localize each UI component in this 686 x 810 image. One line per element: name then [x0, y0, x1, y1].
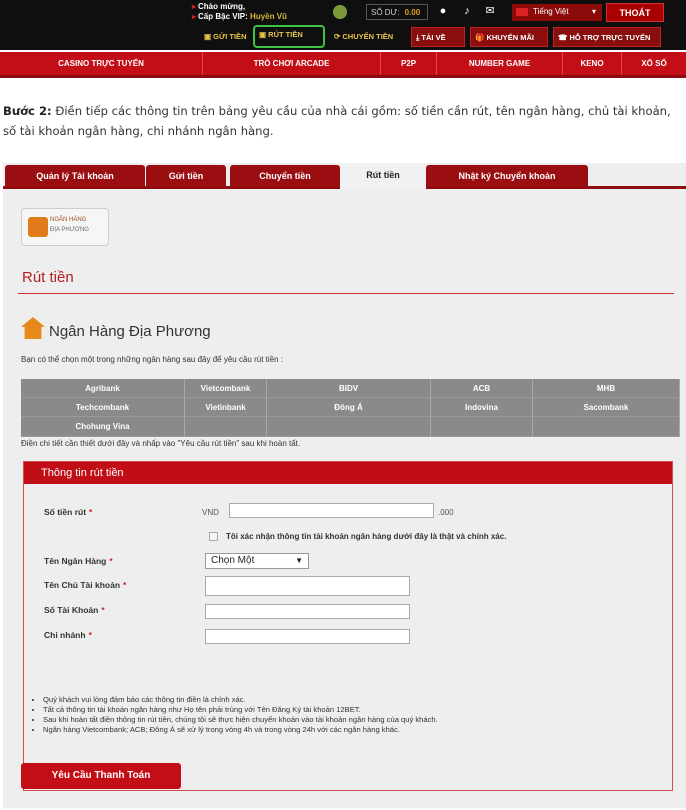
logo-line-1: NGÂN HÀNG: [50, 217, 87, 223]
title-divider: [18, 293, 674, 294]
local-bank-logo[interactable]: [21, 208, 109, 246]
confirm-checkbox[interactable]: [209, 532, 218, 541]
promotion-label: KHUYẾN MÃI: [486, 33, 534, 42]
amount-label: Số tiền rút *: [44, 507, 93, 517]
bank-name-label-text: Tên Ngân Hàng: [44, 556, 107, 566]
withdraw-button[interactable]: ▣ RÚT TIỀN: [253, 25, 325, 48]
language-label: Tiếng Việt: [533, 7, 569, 16]
account-label: Số Tài Khoản *: [44, 605, 105, 615]
bank-cell-empty: [267, 417, 431, 437]
caption-text: Điền tiếp các thông tin trên bảng yêu cầu của nhà cái gồm: số tiền cần rút, tên ngân hàng, chủ tài khoản, số tài khoản ngân hàng, chi nhánh ngân hàng.: [3, 104, 671, 138]
amount-suffix: .000: [438, 508, 454, 517]
note-item: • Sau khi hoàn tất điền thông tin rút tiền, chúng tôi sẽ thực hiện chuyển khoản vào tài khoản ngân hàng của quý khách.: [43, 715, 438, 725]
bank-option[interactable]: BIDV: [267, 379, 431, 398]
withdraw-panel: [3, 163, 686, 808]
deposit-label: GỬI TIỀN: [213, 32, 247, 41]
account-input[interactable]: [205, 604, 410, 619]
tab-deposit[interactable]: Gửi tiền: [146, 165, 226, 187]
tab-withdraw[interactable]: Rút tiền: [340, 163, 426, 189]
bank-option[interactable]: Vietcombank: [185, 379, 267, 398]
support-button[interactable]: ☎ HỖ TRỢ TRỰC TUYẾN: [553, 27, 661, 47]
withdraw-form: [23, 461, 673, 791]
bank-option[interactable]: Chohung Vina: [21, 417, 185, 437]
amount-input[interactable]: [229, 503, 434, 518]
caption-bold: Bước 2:: [3, 104, 52, 118]
bank-option[interactable]: Indovina: [431, 398, 533, 417]
transfer-button[interactable]: ⟳ CHUYỂN TIỀN: [334, 32, 394, 41]
bank-cell-empty: [533, 417, 680, 437]
bank-option[interactable]: Agribank: [21, 379, 185, 398]
form-title: Thông tin rút tiền: [24, 462, 672, 484]
page-title: Rút tiền: [22, 269, 74, 286]
mail-icon[interactable]: ✉: [485, 5, 495, 17]
balance-label: SỐ DƯ:: [371, 8, 400, 17]
bank-option[interactable]: MHB: [533, 379, 680, 398]
nav-arcade[interactable]: TRÒ CHƠI ARCADE: [203, 52, 381, 75]
bank-select-value: Chọn Một: [211, 555, 255, 566]
tab-account-management[interactable]: Quản lý Tài khoản: [5, 165, 145, 187]
note-item: • Tất cả thông tin tài khoản ngân hàng như Họ tên phải trùng với Tên Đăng Ký tài khoản 12BET.: [43, 705, 438, 715]
vietnam-flag-icon: [516, 8, 528, 16]
holder-label: Tên Chủ Tài khoản *: [44, 580, 127, 590]
nav-lottery[interactable]: XỔ SỐ: [641, 59, 667, 68]
balance-box: [366, 4, 428, 20]
fill-note: Điền chi tiết cần thiết dưới đây và nhấp vào "Yêu cầu rút tiền" sau khi hoàn tất.: [21, 439, 301, 448]
note-item: • Quý khách vui lòng đảm bảo các thông tin điền là chính xác.: [43, 695, 438, 705]
branch-label-text: Chi nhánh: [44, 630, 86, 640]
welcome-text: Chào mừng,: [198, 2, 246, 11]
withdraw-label: RÚT TIỀN: [268, 30, 303, 39]
notes-list: [43, 695, 438, 735]
deposit-button[interactable]: ▣ GỬI TIỀN: [204, 32, 247, 41]
confirm-text: Tôi xác nhận thông tin tài khoản ngân hàng dưới đây là thật và chính xác.: [226, 532, 507, 541]
tab-bar: [3, 163, 686, 189]
logo-line-2: ĐỊA PHƯƠNG: [50, 227, 89, 233]
user-icon[interactable]: ●: [439, 5, 447, 17]
nav-casino[interactable]: CASINO TRỰC TUYẾN: [0, 52, 203, 75]
caption: [3, 101, 683, 141]
bank-option[interactable]: ACB: [431, 379, 533, 398]
vip-value: Huyền Vũ: [250, 12, 287, 21]
caret-down-icon: ▼: [295, 556, 303, 565]
bank-section-title: Ngân Hàng Địa Phương: [49, 323, 211, 340]
bank-option[interactable]: Techcombank: [21, 398, 185, 417]
language-select[interactable]: [512, 4, 602, 21]
caret-down-icon: ▾: [591, 7, 596, 16]
bank-option[interactable]: Đông Á: [267, 398, 431, 417]
house-icon: [28, 217, 48, 237]
download-label: TẢI VỀ: [421, 33, 446, 42]
logout-button[interactable]: THOÁT: [606, 3, 664, 22]
promotion-button[interactable]: 🎁 KHUYẾN MÃI: [470, 27, 548, 47]
house-icon: [21, 317, 45, 339]
bank-option[interactable]: Vietinbank: [185, 398, 267, 417]
tab-transfer[interactable]: Chuyển tiền: [230, 165, 340, 187]
transfer-label: CHUYỂN TIỀN: [342, 32, 394, 41]
download-button[interactable]: ⤓ TẢI VỀ: [411, 27, 465, 47]
note-item: • Ngân hàng Vietcombank; ACB; Đông Á sẽ xử lý trong vòng 4h và trong vòng 24h với các ngân hàng khác.: [43, 725, 438, 735]
bank-intro: Bạn có thể chọn một trong những ngân hàng sau đây để yêu cầu rút tiền :: [21, 355, 283, 364]
branch-label: Chi nhánh *: [44, 630, 92, 640]
main-nav: [0, 52, 686, 78]
nav-number-game[interactable]: NUMBER GAME: [437, 52, 563, 75]
welcome-block: ▸ Chào mừng, ▸ Cấp Bậc VIP: Huyền Vũ: [192, 2, 287, 21]
submit-payment-button[interactable]: Yêu Cầu Thanh Toán: [21, 763, 181, 789]
bank-grid: [21, 379, 680, 437]
currency-label: VND: [202, 508, 219, 517]
bank-cell-empty: [431, 417, 533, 437]
holder-input[interactable]: [205, 576, 410, 596]
bank-name-label: Tên Ngân Hàng *: [44, 556, 113, 566]
holder-label-text: Tên Chủ Tài khoản: [44, 580, 121, 590]
account-label-text: Số Tài Khoản: [44, 605, 99, 615]
bell-icon[interactable]: ♪: [464, 5, 470, 17]
nav-p2p[interactable]: P2P: [381, 52, 437, 75]
amount-label-text: Số tiền rút: [44, 507, 87, 517]
bank-option[interactable]: Sacombank: [533, 398, 680, 417]
bank-name-select[interactable]: [205, 553, 309, 569]
bank-cell-empty: [185, 417, 267, 437]
branch-input[interactable]: [205, 629, 410, 644]
tab-transfer-history[interactable]: Nhật ký Chuyển khoản: [426, 165, 588, 187]
balance-value: 0.00: [404, 8, 421, 17]
support-label: HỖ TRỢ TRỰC TUYẾN: [569, 33, 651, 42]
clover-icon: [333, 5, 347, 19]
top-bar: [0, 0, 686, 50]
nav-keno[interactable]: KENO: [563, 52, 622, 75]
vip-label: Cấp Bậc VIP:: [198, 12, 248, 21]
